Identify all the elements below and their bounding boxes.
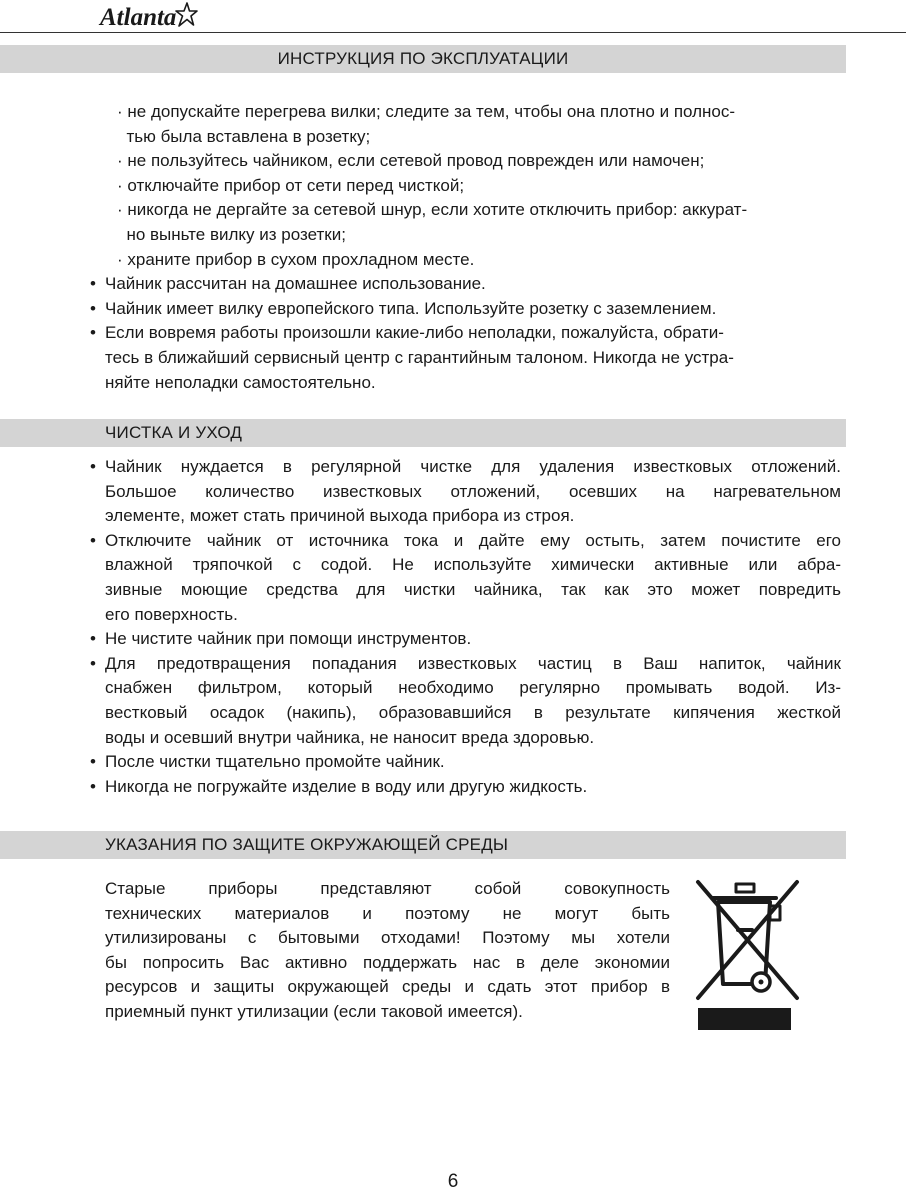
bullet-marker: • [90, 629, 96, 649]
bullet-marker: • [90, 530, 96, 550]
list-item-line: Никогда не погружайте изделие в воду или другую жидкость. [105, 776, 588, 796]
brand-logo [100, 2, 198, 34]
list-item-line: · никогда не дергайте за сетевой шнур, если хотите отключить прибор: аккурат- [117, 200, 748, 220]
instructions-list [90, 100, 841, 395]
page-number: 6 [447, 1171, 459, 1192]
paragraph-line: приемный пункт утилизации (если таковой имеется). [105, 1001, 523, 1021]
list-item-line: няйте неполадки самостоятельно. [105, 372, 376, 392]
section-header-instructions [0, 45, 846, 73]
list-item-line: но выньте вилку из розетки; [117, 224, 346, 244]
list-item-line: Если вовремя работы произошли какие-либо неполадки, пожалуйста, обрати- [105, 323, 724, 343]
list-item [105, 248, 841, 273]
bullet-marker: • [90, 752, 96, 772]
list-item-line: Для предотвращения попадания известковых частиц в Ваш напиток, чайник [105, 653, 841, 673]
bullet-marker: • [90, 776, 96, 796]
brand-logo-text: Atlanta [100, 4, 177, 31]
list-item-line: Не чистите чайник при помощи инструментов. [105, 629, 472, 649]
list-item-line: влажной тряпочкой с содой. Не используйте химически активные или абра- [105, 555, 841, 575]
paragraph-line: технических материалов и поэтому не могут быть [105, 903, 670, 923]
list-item-line: Чайник рассчитан на домашнее использование. [105, 274, 486, 294]
paragraph-line: утилизированы с бытовыми отходами! Поэтому мы хотели [105, 928, 670, 948]
bullet-marker: • [90, 298, 96, 318]
environment-text [105, 877, 670, 1025]
weee-crossed-bin-icon [680, 876, 805, 1036]
paragraph-line: бы попросить Вас активно поддержать нас в деле экономии [105, 952, 670, 972]
list-item [90, 455, 841, 529]
list-item-line: · не допускайте перегрева вилки; следите за тем, чтобы она плотно и полнос- [117, 102, 736, 121]
list-item [90, 321, 841, 395]
list-item-line: Чайник нуждается в регулярной чистке для удаления известковых отложений. [105, 457, 841, 476]
list-item-line: вестковый осадок (накипь), образовавшийся в результате кипячения жесткой [105, 702, 841, 722]
list-item-line: Чайник имеет вилку европейского типа. Используйте розетку с заземлением. [105, 298, 717, 318]
list-item-line: тесь в ближайший сервисный центр с гарантийным талоном. Никогда не устра- [105, 347, 734, 367]
list-item-line: тью была вставлена в розетку; [117, 126, 371, 146]
list-item-line: После чистки тщательно промойте чайник. [105, 752, 445, 772]
cleaning-list [90, 455, 841, 799]
list-item-line: зивные моющие средства для чистки чайника, так как это может повредить [105, 579, 841, 599]
list-item-line: снабжен фильтром, который необходимо регулярно промывать водой. Из- [105, 678, 841, 698]
bullet-marker: • [90, 457, 96, 476]
list-item [90, 272, 841, 297]
bullet-marker: • [90, 653, 96, 673]
list-item [105, 149, 841, 174]
list-item [105, 100, 841, 149]
list-item-line: Отключите чайник от источника тока и дайте ему остыть, затем почистите его [105, 530, 841, 550]
paragraph-line: Старые приборы представляют собой совокупность [105, 879, 670, 898]
list-item [90, 529, 841, 627]
header-rule [0, 32, 906, 33]
list-item-line: · храните прибор в сухом прохладном месте. [117, 249, 475, 269]
list-item-line: его поверхность. [105, 604, 238, 624]
list-item [90, 627, 841, 652]
list-item-line: воды и осевший внутри чайника, не наносит вреда здоровью. [105, 727, 595, 747]
list-item [90, 750, 841, 775]
section-title: ИНСТРУКЦИЯ ПО ЭКСПЛУАТАЦИИ [277, 49, 569, 68]
section-header-cleaning [0, 419, 846, 447]
list-item-line: · отключайте прибор от сети перед чисткой; [117, 175, 465, 195]
list-item [90, 652, 841, 750]
list-item [90, 775, 841, 800]
bullet-marker: • [90, 323, 96, 343]
list-item-line: · не пользуйтесь чайником, если сетевой провод поврежден или намочен; [117, 151, 705, 171]
star-icon [174, 2, 198, 28]
list-item-line: элементе, может стать причиной выхода прибора из строя. [105, 506, 575, 526]
list-item [90, 297, 841, 322]
list-item [105, 198, 841, 247]
section-title: ЧИСТКА И УХОД [105, 423, 243, 442]
list-item [105, 174, 841, 199]
list-item-line: Большое количество известковых отложений, осевших на нагревательном [105, 481, 841, 501]
section-title: УКАЗАНИЯ ПО ЗАЩИТЕ ОКРУЖАЮЩЕЙ СРЕДЫ [105, 835, 509, 854]
section-header-environment [0, 831, 846, 859]
bullet-marker: • [90, 274, 96, 294]
paragraph-line: ресурсов и защиты окружающей среды и сдать этот прибор в [105, 977, 670, 997]
